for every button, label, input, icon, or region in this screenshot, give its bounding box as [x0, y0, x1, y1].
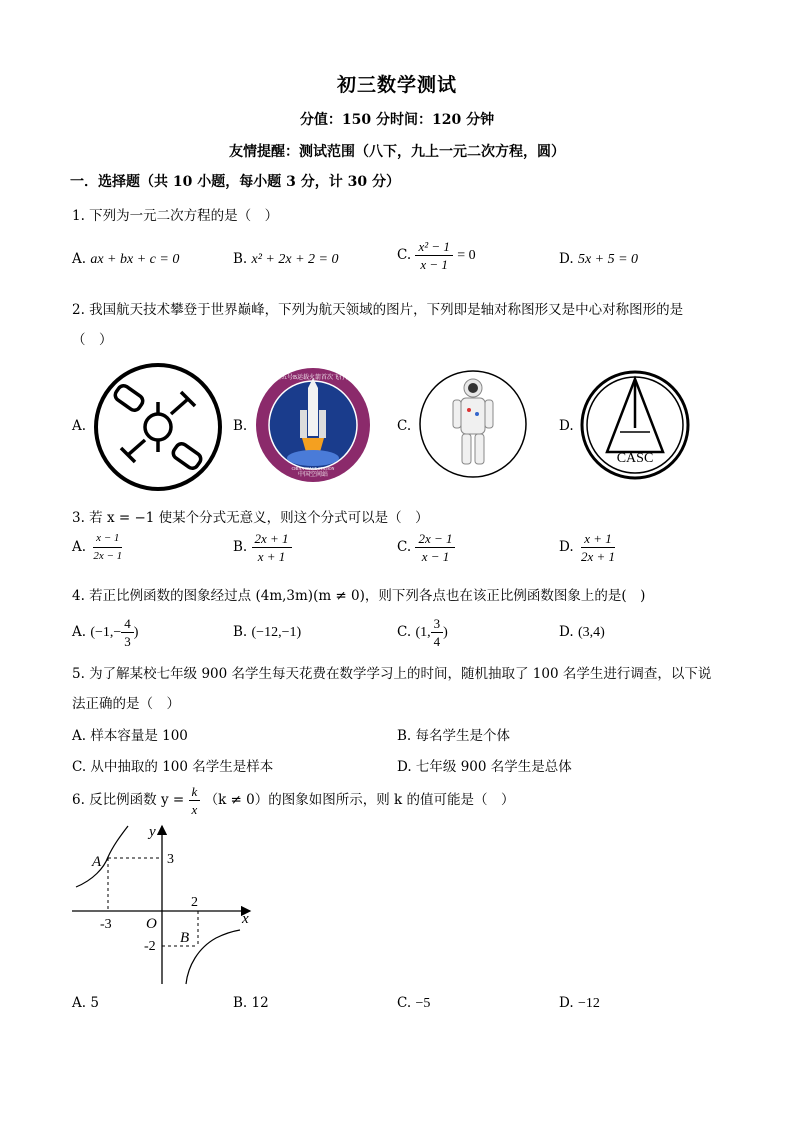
- q5-option-b[interactable]: B. 每名学生是个体: [397, 728, 511, 744]
- score-time-line: 分值：150 分时间：120 分钟: [299, 112, 495, 128]
- fraction: [415, 238, 452, 273]
- q3-option-b[interactable]: [233, 530, 292, 565]
- option-label: C.: [397, 247, 412, 263]
- denominator: 2x − 1: [93, 550, 123, 562]
- numerator: 2x + 1: [252, 530, 292, 548]
- point-b-label: B: [180, 930, 190, 946]
- numerator: x − 1: [93, 530, 122, 548]
- option-expression: ): [443, 625, 448, 640]
- section-heading: 一．选择题（共 10 小题，每小题 3 分，计 30 分）: [70, 174, 400, 190]
- option-expression: (−12,−1): [251, 625, 302, 640]
- numerator: 4: [121, 615, 134, 633]
- q5-option-d[interactable]: D. 七年级 900 名学生是总体: [397, 759, 572, 775]
- x-axis-label: x: [242, 911, 249, 927]
- option-label: C.: [397, 539, 412, 555]
- option-expression: 5x + 5 = 0: [577, 252, 639, 267]
- numerator: 2x − 1: [415, 530, 455, 548]
- option-label: D.: [559, 624, 574, 640]
- badge-bottom-english: CHINA SPACE STATION: [291, 466, 335, 471]
- denominator: x + 1: [257, 549, 286, 564]
- tick-neg2-label: -2: [144, 939, 156, 954]
- fraction: [121, 615, 134, 650]
- q6-option-b[interactable]: B. 12: [233, 995, 269, 1011]
- casc-logo-image[interactable]: [580, 370, 690, 480]
- option-expression: −5: [415, 996, 431, 1011]
- option-label: D.: [559, 251, 574, 267]
- casc-text: CASC: [616, 451, 654, 466]
- option-label: D.: [559, 539, 574, 555]
- page-title: 初三数学测试: [336, 74, 457, 96]
- fraction: [189, 783, 201, 818]
- q1-option-d[interactable]: [559, 251, 638, 268]
- denominator: 4: [433, 634, 441, 649]
- numerator: x² − 1: [415, 238, 452, 256]
- q2-option-a-label[interactable]: A.: [72, 418, 87, 434]
- numerator: 3: [431, 615, 444, 633]
- astronaut-image[interactable]: [417, 370, 529, 478]
- q3-option-d[interactable]: [559, 530, 618, 565]
- option-label: B.: [233, 251, 248, 267]
- q5-option-a[interactable]: A. 样本容量是 100: [72, 728, 188, 744]
- q6-option-c[interactable]: [397, 995, 430, 1012]
- stem-text: 6. 反比例函数 y =: [72, 792, 185, 808]
- tick-2-label: 2: [191, 895, 198, 910]
- option-expression: −12: [577, 996, 600, 1011]
- q6-option-d[interactable]: [559, 995, 600, 1012]
- option-label: A.: [72, 539, 87, 555]
- q4-option-a[interactable]: [72, 615, 138, 650]
- point-a-label: A: [92, 854, 102, 870]
- option-expression: ): [133, 625, 139, 640]
- option-label: C.: [397, 995, 412, 1011]
- q2-option-c-label[interactable]: C.: [397, 418, 412, 434]
- tick-3-label: 3: [167, 852, 174, 867]
- badge-bottom-text: 中国空间站: [297, 472, 329, 478]
- q2-option-b-label[interactable]: B.: [233, 418, 248, 434]
- q3-option-a[interactable]: [72, 530, 125, 565]
- option-label: D.: [559, 995, 574, 1011]
- curve-right-branch: [186, 930, 240, 984]
- q3-option-c[interactable]: [397, 530, 455, 565]
- q1-option-b[interactable]: [233, 251, 338, 268]
- option-expression: x² + 2x + 2 = 0: [251, 252, 339, 267]
- q4-option-d[interactable]: [559, 624, 605, 641]
- option-label: A.: [72, 251, 87, 267]
- q6-option-a[interactable]: A. 5: [72, 995, 99, 1011]
- option-label: C.: [397, 624, 412, 640]
- denominator: x − 1: [421, 549, 450, 564]
- question-2-paren: （ ）: [72, 332, 113, 348]
- option-label: A.: [72, 624, 87, 640]
- option-expression: ax + bx + c = 0: [90, 252, 180, 267]
- question-2-stem: 2. 我国航天技术攀登于世界巅峰，下列为航天领域的图片，下列即是轴对称图形又是中心对称图形的是: [72, 302, 684, 318]
- q1-option-c[interactable]: [397, 238, 476, 273]
- question-4-stem: 4. 若正比例函数的图象经过点 (4m,3m)(m ≠ 0)，则下列各点也在该正比例函数图象上的是( ): [72, 588, 646, 604]
- denominator: x − 1: [420, 257, 448, 272]
- question-1-stem: 1. 下列为一元二次方程的是（ ）: [72, 208, 279, 224]
- fraction: [90, 530, 125, 565]
- q4-option-c[interactable]: [397, 615, 448, 650]
- option-expression: (−1,−: [90, 625, 122, 640]
- denominator: 3: [124, 634, 131, 649]
- denominator: 2x + 1: [580, 549, 615, 564]
- option-expression: = 0: [457, 248, 476, 263]
- numerator: x + 1: [581, 530, 615, 548]
- fraction: [252, 530, 292, 565]
- question-3-stem: 3. 若 x = −1 使某个分式无意义，则这个分式可以是（ ）: [72, 510, 429, 526]
- satellite-symbol-image[interactable]: [93, 362, 223, 492]
- mission-badge-image[interactable]: [254, 366, 372, 484]
- numerator: k: [189, 783, 201, 801]
- y-axis-label: y: [149, 824, 156, 840]
- fraction: [415, 530, 455, 565]
- option-label: B.: [233, 624, 248, 640]
- option-expression: (3,4): [577, 625, 605, 640]
- option-label: B.: [233, 539, 248, 555]
- inverse-function-graph: [68, 820, 258, 990]
- q2-option-d-label[interactable]: D.: [559, 418, 574, 434]
- q5-option-c[interactable]: C. 从中抽取的 100 名学生是样本: [72, 759, 274, 775]
- question-6-stem: [72, 783, 515, 818]
- question-5-stem-line2: 法正确的是（ ）: [72, 696, 180, 712]
- option-expression: (1,: [415, 625, 431, 640]
- reminder-line: 友情提醒：测试范围（八下，九上一元二次方程，圆）: [229, 144, 565, 160]
- badge-top-text: 长征五号B运载火箭首次飞行任务: [268, 375, 358, 381]
- fraction: [431, 615, 444, 650]
- denominator: x: [191, 802, 198, 817]
- curve-left-branch: [76, 826, 128, 887]
- question-5-stem-line1: 5. 为了解某校七年级 900 名学生每天花费在数学学习上的时间，随机抽取了 100 名学生进行调查，以下说: [72, 666, 712, 682]
- stem-text: （k ≠ 0）的图象如图所示，则 k 的值可能是（ ）: [204, 792, 515, 808]
- q1-option-a[interactable]: [72, 251, 179, 268]
- q4-option-b[interactable]: [233, 624, 301, 641]
- tick-neg3-label: -3: [100, 917, 112, 932]
- origin-label: O: [146, 916, 157, 932]
- fraction: [578, 530, 618, 565]
